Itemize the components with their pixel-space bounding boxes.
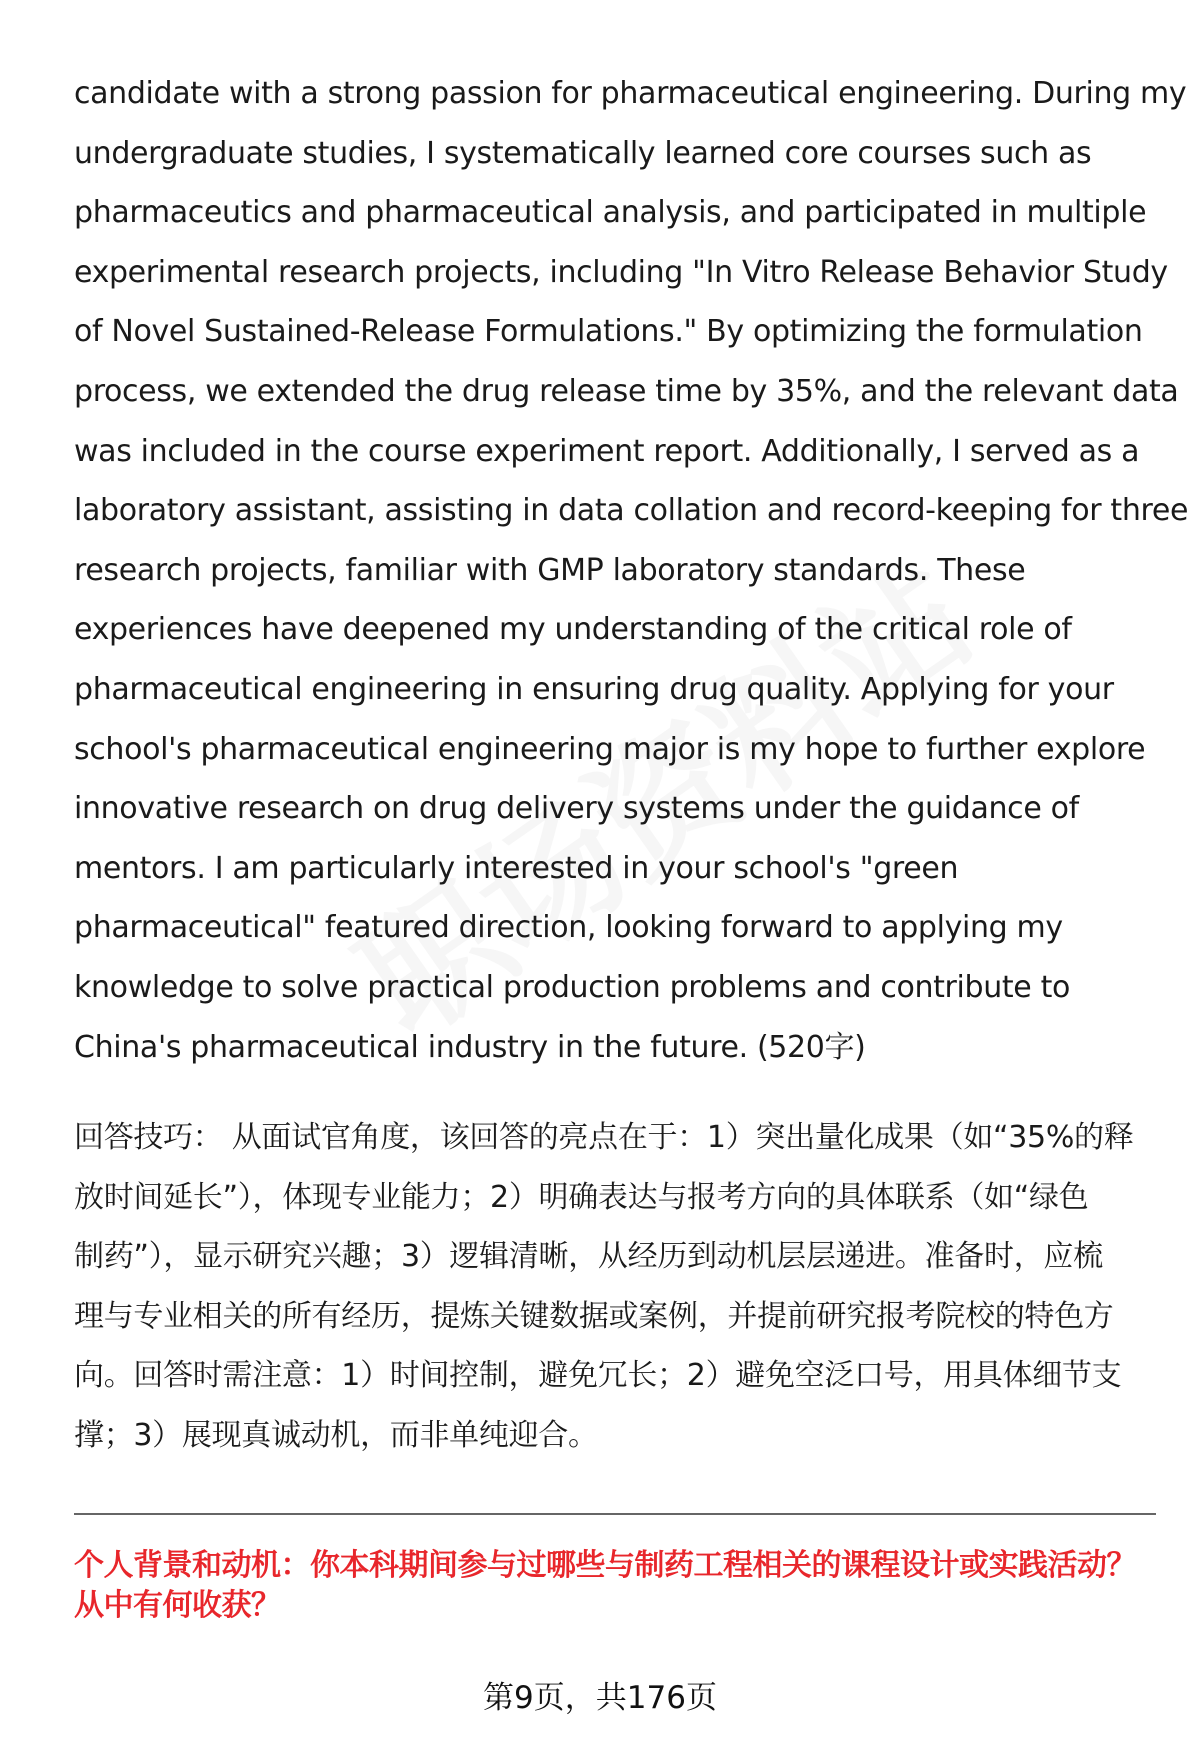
answer-paragraph: [74, 64, 1189, 1077]
question-line: 个人背景和动机：你本科期间参与过哪些与制药工程相关的课程设计或实践活动？: [74, 1548, 1136, 1583]
answer-line: knowledge to solve practical production problems and contribute to: [74, 969, 1070, 1005]
tips-line: 撑；3）展现真诚动机，而非单纯迎合。: [74, 1417, 598, 1453]
answer-line: China's pharmaceutical industry in the future. (520字): [74, 1029, 866, 1065]
tips-line: 理与专业相关的所有经历，提炼关键数据或案例，并提前研究报考院校的特色方: [74, 1298, 1114, 1334]
tips-line: 向。回答时需注意：1）时间控制，避免冗长；2）避免空泛口号，用具体细节支: [74, 1358, 1122, 1393]
page-number-footer: 第9页，共176页: [483, 1680, 717, 1716]
answer-line: school's pharmaceutical engineering major is my hope to further explore: [74, 731, 1146, 767]
answer-line: experiences have deepened my understanding of the critical role of: [74, 612, 1072, 648]
answer-line: process, we extended the drug release time by 35%, and the relevant data: [74, 373, 1179, 409]
answer-line: was included in the course experiment report. Additionally, I served as a: [74, 433, 1140, 469]
answer-tips: [74, 1108, 1154, 1465]
answer-line: research projects, familiar with GMP laboratory standards. These: [74, 552, 1026, 588]
answer-line: of Novel Sustained-Release Formulations." By optimizing the formulation: [74, 314, 1143, 350]
answer-line: laboratory assistant, assisting in data collation and record-keeping for three: [74, 493, 1189, 529]
answer-line: candidate with a strong passion for pharmaceutical engineering. During my: [74, 76, 1187, 111]
answer-line: pharmaceutical" featured direction, looking forward to applying my: [74, 910, 1063, 946]
tips-line: 放时间延长”），体现专业能力；2）明确表达与报考方向的具体联系（如“绿色: [74, 1179, 1089, 1215]
question-line: 从中有何收获？: [74, 1588, 281, 1623]
answer-line: experimental research projects, including "In Vitro Release Behavior Study: [74, 254, 1168, 290]
section-divider: [74, 1513, 1156, 1515]
answer-line: innovative research on drug delivery systems under the guidance of: [74, 791, 1079, 827]
answer-line: mentors. I am particularly interested in your school's "green: [74, 850, 959, 886]
answer-line: pharmaceutics and pharmaceutical analysis, and participated in multiple: [74, 195, 1147, 231]
question-heading: [74, 1546, 1164, 1626]
answer-line: pharmaceutical engineering in ensuring drug quality. Applying for your: [74, 671, 1114, 707]
tips-line: 制药”），显示研究兴趣；3）逻辑清晰，从经历到动机层层递进。准备时，应梳: [74, 1239, 1103, 1274]
tips-line: 回答技巧： 从面试官角度，该回答的亮点在于：1）突出量化成果（如“35%的释: [74, 1120, 1134, 1155]
answer-line: undergraduate studies, I systematically learned core courses such as: [74, 135, 1092, 171]
